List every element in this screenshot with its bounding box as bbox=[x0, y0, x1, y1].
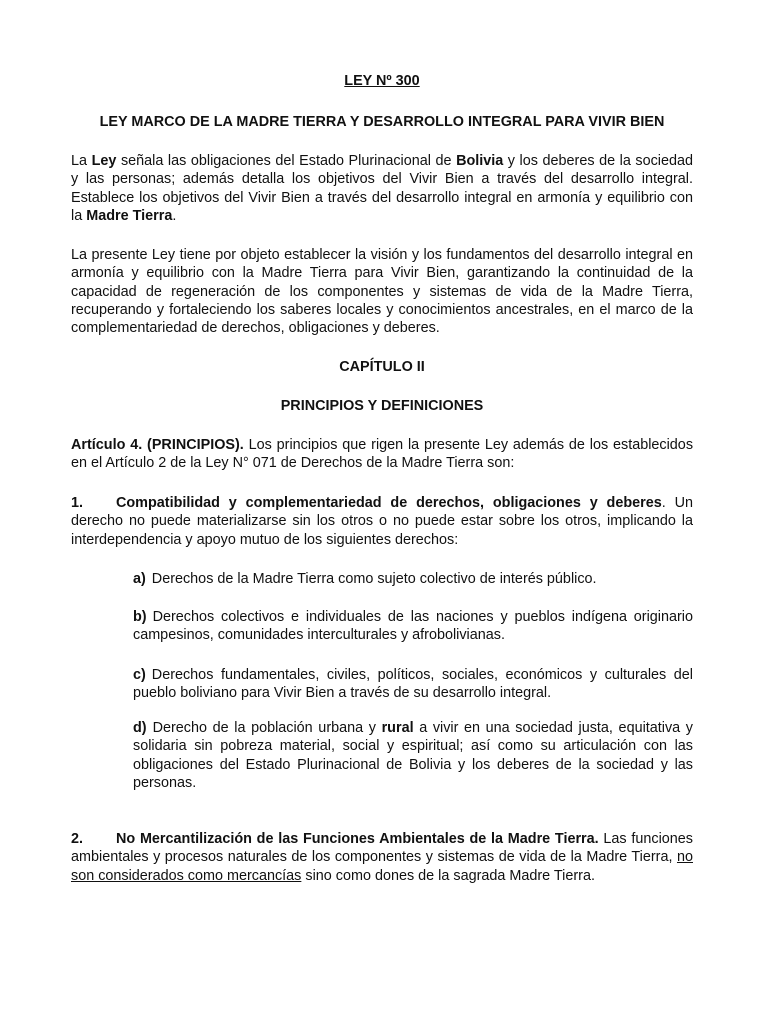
intro-paragraph bbox=[71, 152, 693, 225]
principle-2-text-1: Las funciones ambientales y procesos naturales de los componentes y sistemas de vida de la Madre Tierra, bbox=[71, 831, 693, 866]
subitem-b-text: Derechos colectivos e individuales de las naciones y pueblos indígena originario campesinos, comunidades interculturales y afrobolivianas. bbox=[133, 609, 693, 644]
subitem-a-letter: a) bbox=[133, 571, 146, 587]
subitem-d-letter: d) bbox=[133, 720, 147, 736]
intro-text-3: y los deberes de la sociedad y las personas; además detalla los objetivos del Vivir Bien a través del desarrollo integral. Establece los objetivos del Vivir Bien a través del desarrollo integral en armonía y equilibrio con la bbox=[71, 153, 693, 224]
article-4-paragraph bbox=[71, 436, 693, 473]
subitem-b-letter: b) bbox=[133, 609, 147, 625]
document-subtitle: LEY MARCO DE LA MADRE TIERRA Y DESARROLLO INTEGRAL PARA VIVIR BIEN bbox=[99, 114, 665, 130]
subitem-d-text-2: a vivir en una sociedad justa, equitativa y solidaria sin pobreza material, social y espiritual; así como su articulación con las obligaciones del Estado Plurinacional de Bolivia y los deberes de la sociedad y las personas. bbox=[133, 720, 693, 791]
subitem-a-text: Derechos de la Madre Tierra como sujeto colectivo de interés público. bbox=[151, 571, 597, 587]
principle-1-heading: Compatibilidad y complementariedad de derechos, obligaciones y deberes bbox=[116, 495, 662, 511]
principle-1-number: 1. bbox=[71, 495, 84, 511]
intro-bold-madre-tierra: Madre Tierra bbox=[86, 207, 173, 224]
principle-2-heading: No Mercantilización de las Funciones Ambientales de la Madre Tierra. bbox=[116, 831, 599, 847]
principle-1-text: . Un derecho no puede materializarse sin los otros o no puede estar sobre los otros, implicando la interdependencia y apoyo mutuo de los siguientes derechos: bbox=[71, 495, 693, 548]
subitem-a bbox=[133, 570, 693, 588]
subitem-d-text-1: Derecho de la población urbana y bbox=[152, 720, 382, 736]
chapter-heading: CAPÍTULO II bbox=[339, 359, 425, 375]
subitem-d-bold-rural: rural bbox=[381, 720, 414, 736]
intro-bold-ley: Ley bbox=[91, 153, 117, 169]
intro-bold-bolivia: Bolivia bbox=[456, 153, 504, 169]
document-title: LEY Nº 300 bbox=[344, 73, 420, 89]
intro-text-2: señala las obligaciones del Estado Plurinacional de bbox=[116, 153, 457, 169]
intro-text-4: . bbox=[172, 207, 177, 224]
principle-2-number: 2. bbox=[71, 831, 84, 847]
principle-2-text-2: sino como dones de la sagrada Madre Tierra. bbox=[301, 867, 595, 884]
principle-1 bbox=[71, 494, 693, 549]
article-label: Artículo 4. (PRINCIPIOS). bbox=[71, 437, 244, 453]
intro-text-1: La bbox=[71, 153, 92, 169]
principle-2 bbox=[71, 830, 693, 885]
principle-2-underlined: no son considerados como mercancías bbox=[71, 849, 693, 884]
chapter-title: PRINCIPIOS Y DEFINICIONES bbox=[280, 398, 484, 414]
subitem-c bbox=[133, 666, 693, 703]
subitem-b bbox=[133, 608, 693, 645]
subitem-c-text: Derechos fundamentales, civiles, políticos, sociales, económicos y culturales del pueblo boliviano para Vivir Bien a través de su desarrollo integral. bbox=[133, 667, 693, 702]
object-paragraph: La presente Ley tiene por objeto establecer la visión y los fundamentos del desarrollo integral en armonía y equilibrio con la Madre Tierra para Vivir Bien, garantizando la continuidad de la capacidad de regeneración de los componentes y sistemas de vida de la Madre Tierra, recuperando y fortaleciendo los saberes locales y conocimientos ancestrales, en el marco de la complementariedad de derechos, obligaciones y deberes. bbox=[71, 247, 693, 337]
subitem-d bbox=[133, 719, 693, 792]
subitem-c-letter: c) bbox=[133, 667, 146, 683]
article-text: Los principios que rigen la presente Ley además de los establecidos en el Artículo 2 de la Ley N° 071 de Derechos de la Madre Tierra son: bbox=[71, 437, 694, 472]
